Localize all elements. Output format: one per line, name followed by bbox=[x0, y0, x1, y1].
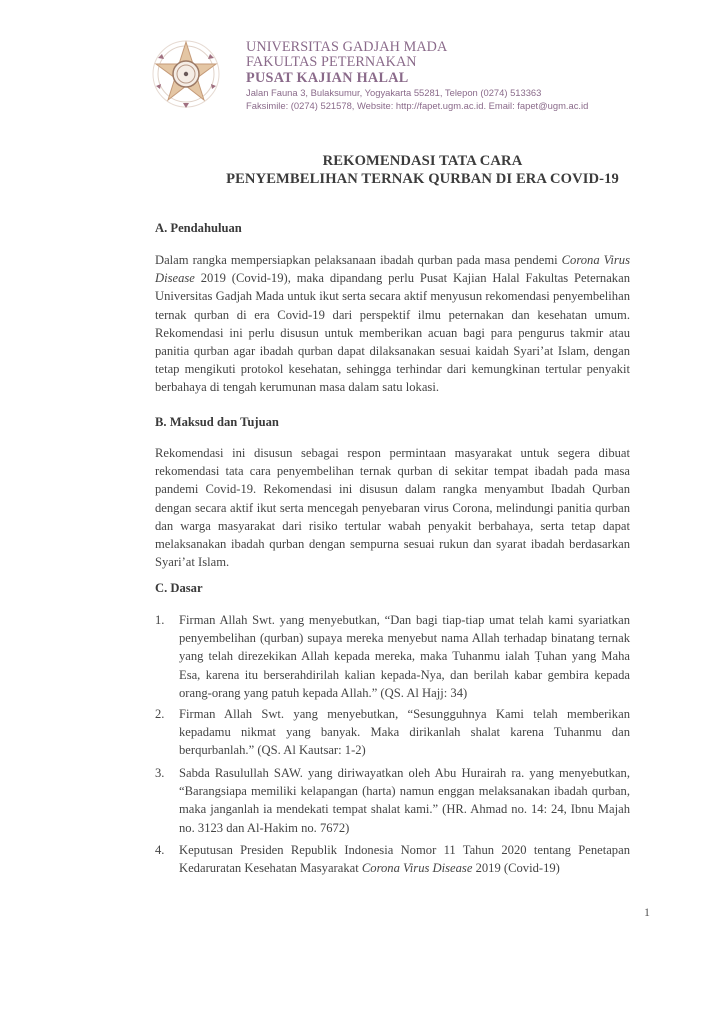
university-name: UNIVERSITAS GADJAH MADA bbox=[246, 39, 448, 55]
list-item-number: 3. bbox=[155, 766, 165, 780]
page-number: 1 bbox=[644, 905, 650, 919]
section-a-text-italic: Corona Virus Disease bbox=[155, 253, 630, 286]
list-item-number: 4. bbox=[155, 843, 165, 857]
ugm-seal-logo bbox=[148, 36, 224, 112]
list-item-text: Firman Allah Swt. yang menyebutkan, “Sesungguhnya Kami telah memberikan kepadamu nikmat yang banyak. Maka dirikanlah shalat karena Tuhanmu dan berqurbanlah.” (QS. Al Kautsar: 1-2) bbox=[179, 707, 630, 758]
list-item bbox=[155, 705, 630, 760]
list-item-number: 2. bbox=[155, 707, 165, 721]
center-name: PUSAT KAJIAN HALAL bbox=[246, 70, 409, 86]
section-a-text-pre: Dalam rangka mempersiapkan pelaksanaan ibadah qurban pada masa pendemi bbox=[155, 253, 562, 267]
section-a-text-post: 2019 (Covid-19), maka dipandang perlu Pusat Kajian Halal Fakultas Peternakan Universitas Gadjah Mada untuk ikut serta secara aktif menyusun rekomendasi penyembelihan ternak qurban di era Covid-19 dari perspektif ilmu peternakan dan kesehatan umum. Rekomendasi ini perlu disusun untuk memberikan acuan bagi para pengurus takmir atau panitia qurban agar ibadah qurban dapat dilaksanakan sesuai kaidah Syari’at Islam, dengan tetap mengikuti protokol kesehatan, sehingga terhindar dari kemungkinan tertular penyakit berbahaya di tengah kerumunan masa dalam satu lokasi. bbox=[155, 271, 630, 395]
contact-line: Faksimile: (0274) 521578, Website: http://fapet.ugm.ac.id. Email: fapet@ugm.ac.id bbox=[246, 100, 589, 111]
document-title-line-1: REKOMENDASI TATA CARA bbox=[322, 153, 523, 169]
section-b-heading: B. Maksud dan Tujuan bbox=[155, 415, 279, 429]
list-item-text: Sabda Rasulullah SAW. yang diriwayatkan oleh Abu Hurairah ra. yang menyebutkan, “Barangsiapa memiliki kelapangan (harta) namun enggan melaksanakan ibadah qurban, maka janganlah ia mendekati tempat shalat kami.” (HR. Ahmad no. 14: 24, Ibnu Majah no. 3123 dan Al-Hakim no. 7672) bbox=[179, 766, 630, 835]
list-item-text-post: 2019 (Covid-19) bbox=[472, 861, 560, 876]
list-item bbox=[155, 764, 630, 837]
document-title-line-2: PENYEMBELIHAN TERNAK QURBAN DI ERA COVID-19 bbox=[226, 171, 619, 187]
section-a-paragraph bbox=[155, 251, 630, 397]
list-item-text-pre: Keputusan Presiden Republik Indonesia Nomor 11 Tahun 2020 tentang Penetapan Kedaruratan Kesehatan Masyarakat bbox=[179, 843, 630, 876]
faculty-name: FAKULTAS PETERNAKAN bbox=[246, 54, 417, 70]
address-line: Jalan Fauna 3, Bulaksumur, Yogyakarta 55281, Telepon (0274) 513363 bbox=[246, 87, 542, 98]
section-c-heading: C. Dasar bbox=[155, 581, 203, 595]
list-item-number: 1. bbox=[155, 613, 165, 627]
list-item-text-italic: Corona Virus Disease bbox=[361, 861, 473, 876]
list-item bbox=[155, 841, 630, 877]
list-item-text: Firman Allah Swt. yang menyebutkan, “Dan bagi tiap-tiap umat telah kami syariatkan penyembelihan (qurban) supaya mereka menyebut nama Allah terhadap binatang ternak yang telah direzekikan Allah kepada mereka, maka Tuhanmu ialah Ṭuhan yang Maha Esa, karena itu berserahdirilah kalian kepada-Nya, dan berilah kabar gembira kepada orang-orang yang patuh kepada Allah.” (QS. Al Hajj: 34) bbox=[179, 613, 630, 700]
list-item bbox=[155, 611, 630, 702]
list-item-text bbox=[179, 841, 630, 877]
letterhead bbox=[246, 40, 706, 112]
section-a-heading: A. Pendahuluan bbox=[155, 221, 242, 235]
section-b-paragraph: Rekomendasi ini disusun sebagai respon permintaan masyarakat untuk segera dibuat rekomendasi tata cara penyembelihan ternak qurban di sekitar tempat ibadah pada masa pandemi Covid-19. Rekomendasi ini disusun dalam rangka menyambut Ibadah Qurban dengan secara aktif ikut serta mencegah penyebaran virus Corona, melindungi panitia qurban dan warga masyarakat dari risiko tertular wabah penyakit berbahaya, serta tetap dapat melaksanakan ibadah qurban dengan sempurna sesuai rukun dan syarat ibadah berdasarkan Syari’at Islam. bbox=[155, 446, 630, 570]
